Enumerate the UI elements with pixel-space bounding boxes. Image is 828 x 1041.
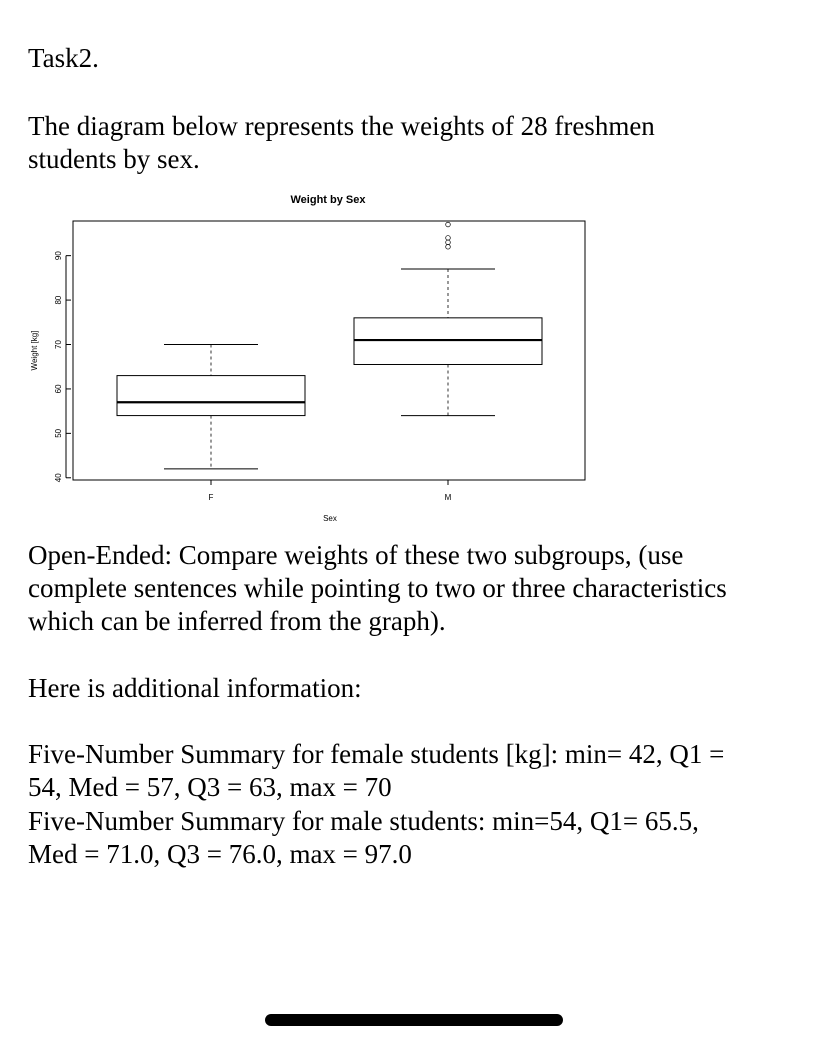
outlier-point bbox=[446, 236, 451, 241]
y-tick-label: 80 bbox=[54, 295, 63, 305]
y-tick-label: 90 bbox=[54, 251, 63, 261]
home-indicator[interactable] bbox=[265, 1014, 563, 1026]
x-axis-label: Sex bbox=[323, 514, 337, 523]
additional-info-heading: Here is additional information: bbox=[28, 673, 362, 703]
y-axis-label: Weight [kg] bbox=[30, 330, 39, 371]
male-summary-line-2: Med = 71.0, Q3 = 76.0, max = 97.0 bbox=[28, 839, 412, 869]
outlier-point bbox=[446, 240, 451, 245]
boxplot-chart bbox=[0, 185, 620, 535]
y-tick-label: 50 bbox=[54, 428, 63, 438]
task-title: Task2. bbox=[28, 43, 99, 73]
y-tick-label: 70 bbox=[54, 340, 63, 349]
x-tick-label: M bbox=[444, 493, 452, 502]
y-tick-label: 60 bbox=[54, 384, 63, 394]
female-summary-line-1: Five-Number Summary for female students [kg]: min= 42, Q1 = bbox=[28, 739, 725, 769]
question-line-2: complete sentences while pointing to two or three characteristics bbox=[28, 573, 727, 603]
question-line-1: Open-Ended: Compare weights of these two subgroups, (use bbox=[28, 540, 684, 570]
female-summary-line-2: 54, Med = 57, Q3 = 63, max = 70 bbox=[28, 772, 392, 802]
chart-title: Weight by Sex bbox=[290, 194, 366, 206]
male-summary-line-1: Five-Number Summary for male students: min=54, Q1= 65.5, bbox=[28, 806, 699, 836]
outlier-point bbox=[446, 244, 451, 249]
intro-line-2: students by sex. bbox=[28, 144, 200, 174]
x-tick-label: F bbox=[208, 493, 214, 502]
box-F bbox=[117, 376, 305, 416]
boxplot-figure bbox=[0, 185, 620, 530]
y-tick-label: 40 bbox=[54, 473, 63, 483]
question-line-3: which can be inferred from the graph). bbox=[28, 606, 446, 636]
boxplot-svg bbox=[0, 185, 620, 530]
box-M bbox=[354, 318, 542, 365]
intro-line-1: The diagram below represents the weights of 28 freshmen bbox=[28, 111, 655, 141]
outlier-point bbox=[446, 222, 451, 227]
